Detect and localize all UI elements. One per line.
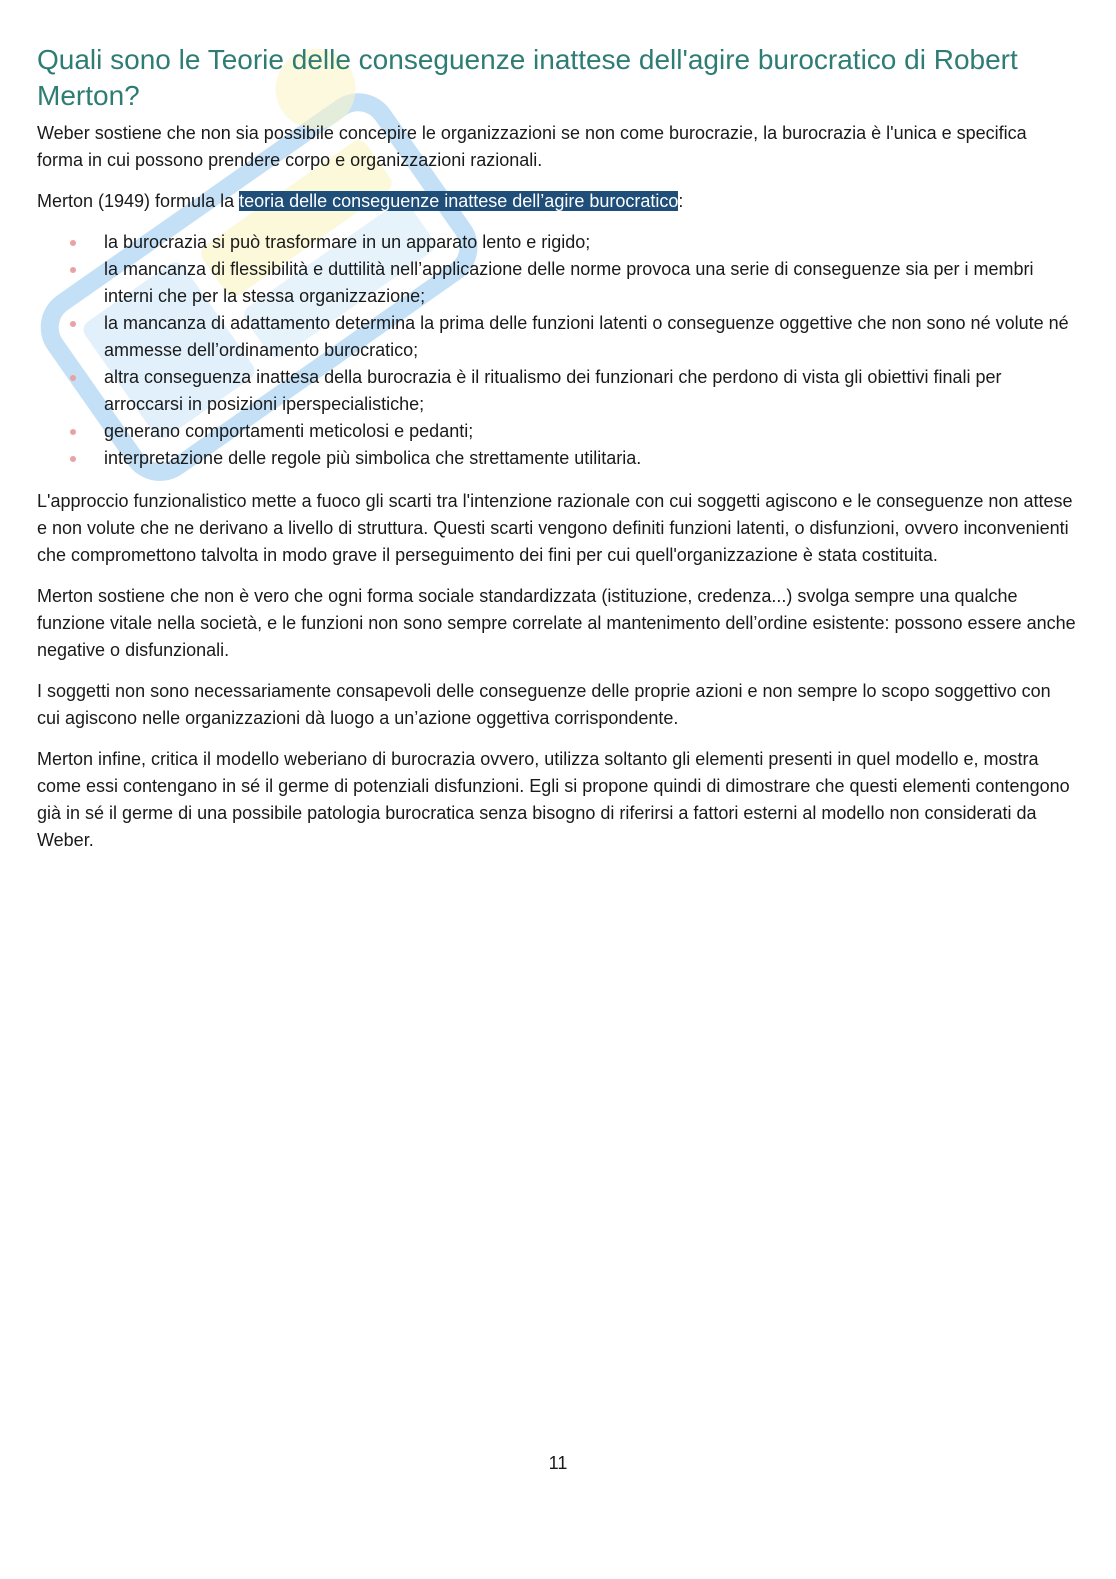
bullet-icon: [70, 267, 76, 273]
list-item-text: la mancanza di flessibilità e duttilità nell’applicazione delle norme provoca una serie di conseguenze sia per i membri interni che per la stessa organizzazione;: [104, 259, 1034, 306]
consequences-list: [37, 229, 1077, 472]
list-item: [37, 310, 1077, 364]
bullet-icon: [70, 240, 76, 246]
page-heading: Quali sono le Teorie delle conseguenze inattese dell'agire burocratico di Robert Merton?: [37, 44, 1018, 111]
list-item-text: la burocrazia si può trasformare in un apparato lento e rigido;: [104, 232, 591, 252]
bullet-icon: [70, 321, 76, 327]
highlighted-theory-text: teoria delle conseguenze inattese dell’agire burocratico: [239, 191, 679, 211]
bullet-icon: [70, 429, 76, 435]
page-number: 11: [548, 1453, 568, 1473]
list-item: [37, 418, 1077, 445]
list-item: [37, 364, 1077, 418]
merton-theory-line: [37, 188, 1077, 215]
body-paragraph: Merton sostiene che non è vero che ogni forma sociale standardizzata (istituzione, credenza...) svolga sempre una qualche funzione vitale nella società, e le funzioni non sono sempre correlate al mantenimento dell’ordine esistente: possono essere anche negative o disfunzionali.: [37, 586, 1076, 660]
merton-suffix: :: [678, 191, 684, 211]
body-paragraph: I soggetti non sono necessariamente consapevoli delle conseguenze delle proprie azioni e non sempre lo scopo soggettivo con cui agiscono nelle organizzazioni dà luogo a un’azione oggettiva corrispondente.: [37, 681, 1051, 728]
list-item: [37, 229, 1077, 256]
list-item-text: la mancanza di adattamento determina la prima delle funzioni latenti o conseguenze oggettive che non sono né volute né ammesse dell’ordinamento burocratico;: [104, 313, 1069, 360]
list-item: [37, 256, 1077, 310]
bullet-icon: [70, 456, 76, 462]
merton-prefix: Merton (1949) formula la: [37, 191, 240, 211]
intro-paragraph: Weber sostiene che non sia possibile concepire le organizzazioni se non come burocrazie, la burocrazia è l'unica e specifica forma in cui possono prendere corpo e organizzazioni razionali.: [37, 123, 1027, 170]
bullet-icon: [70, 375, 76, 381]
list-item: [37, 445, 1077, 472]
list-item-text: interpretazione delle regole più simbolica che strettamente utilitaria.: [104, 448, 642, 468]
body-paragraph: Merton infine, critica il modello weberiano di burocrazia ovvero, utilizza soltanto gli elementi presenti in quel modello e, mostra come essi contengano in sé il germe di potenziali disfunzioni. Egli si propone quindi di dimostrare che questi elementi contengono già in sé il germe di una possibile patologia burocratica senza bisogno di riferirsi a fattori esterni al modello non considerati da Weber.: [37, 749, 1070, 850]
list-item-text: generano comportamenti meticolosi e pedanti;: [104, 421, 474, 441]
list-item-text: altra conseguenza inattesa della burocrazia è il ritualismo dei funzionari che perdono di vista gli obiettivi finali per arroccarsi in posizioni iperspecialistiche;: [104, 367, 1002, 414]
document-page: [37, 42, 1077, 868]
body-paragraph: L'approccio funzionalistico mette a fuoco gli scarti tra l'intenzione razionale con cui soggetti agiscono e le conseguenze non attese e non volute che ne derivano a livello di struttura. Questi scarti vengono definiti funzioni latenti, o disfunzioni, ovvero inconvenienti che compromettono talvolta in modo grave il perseguimento dei fini per cui quell'organizzazione è stata costituita.: [37, 491, 1073, 565]
